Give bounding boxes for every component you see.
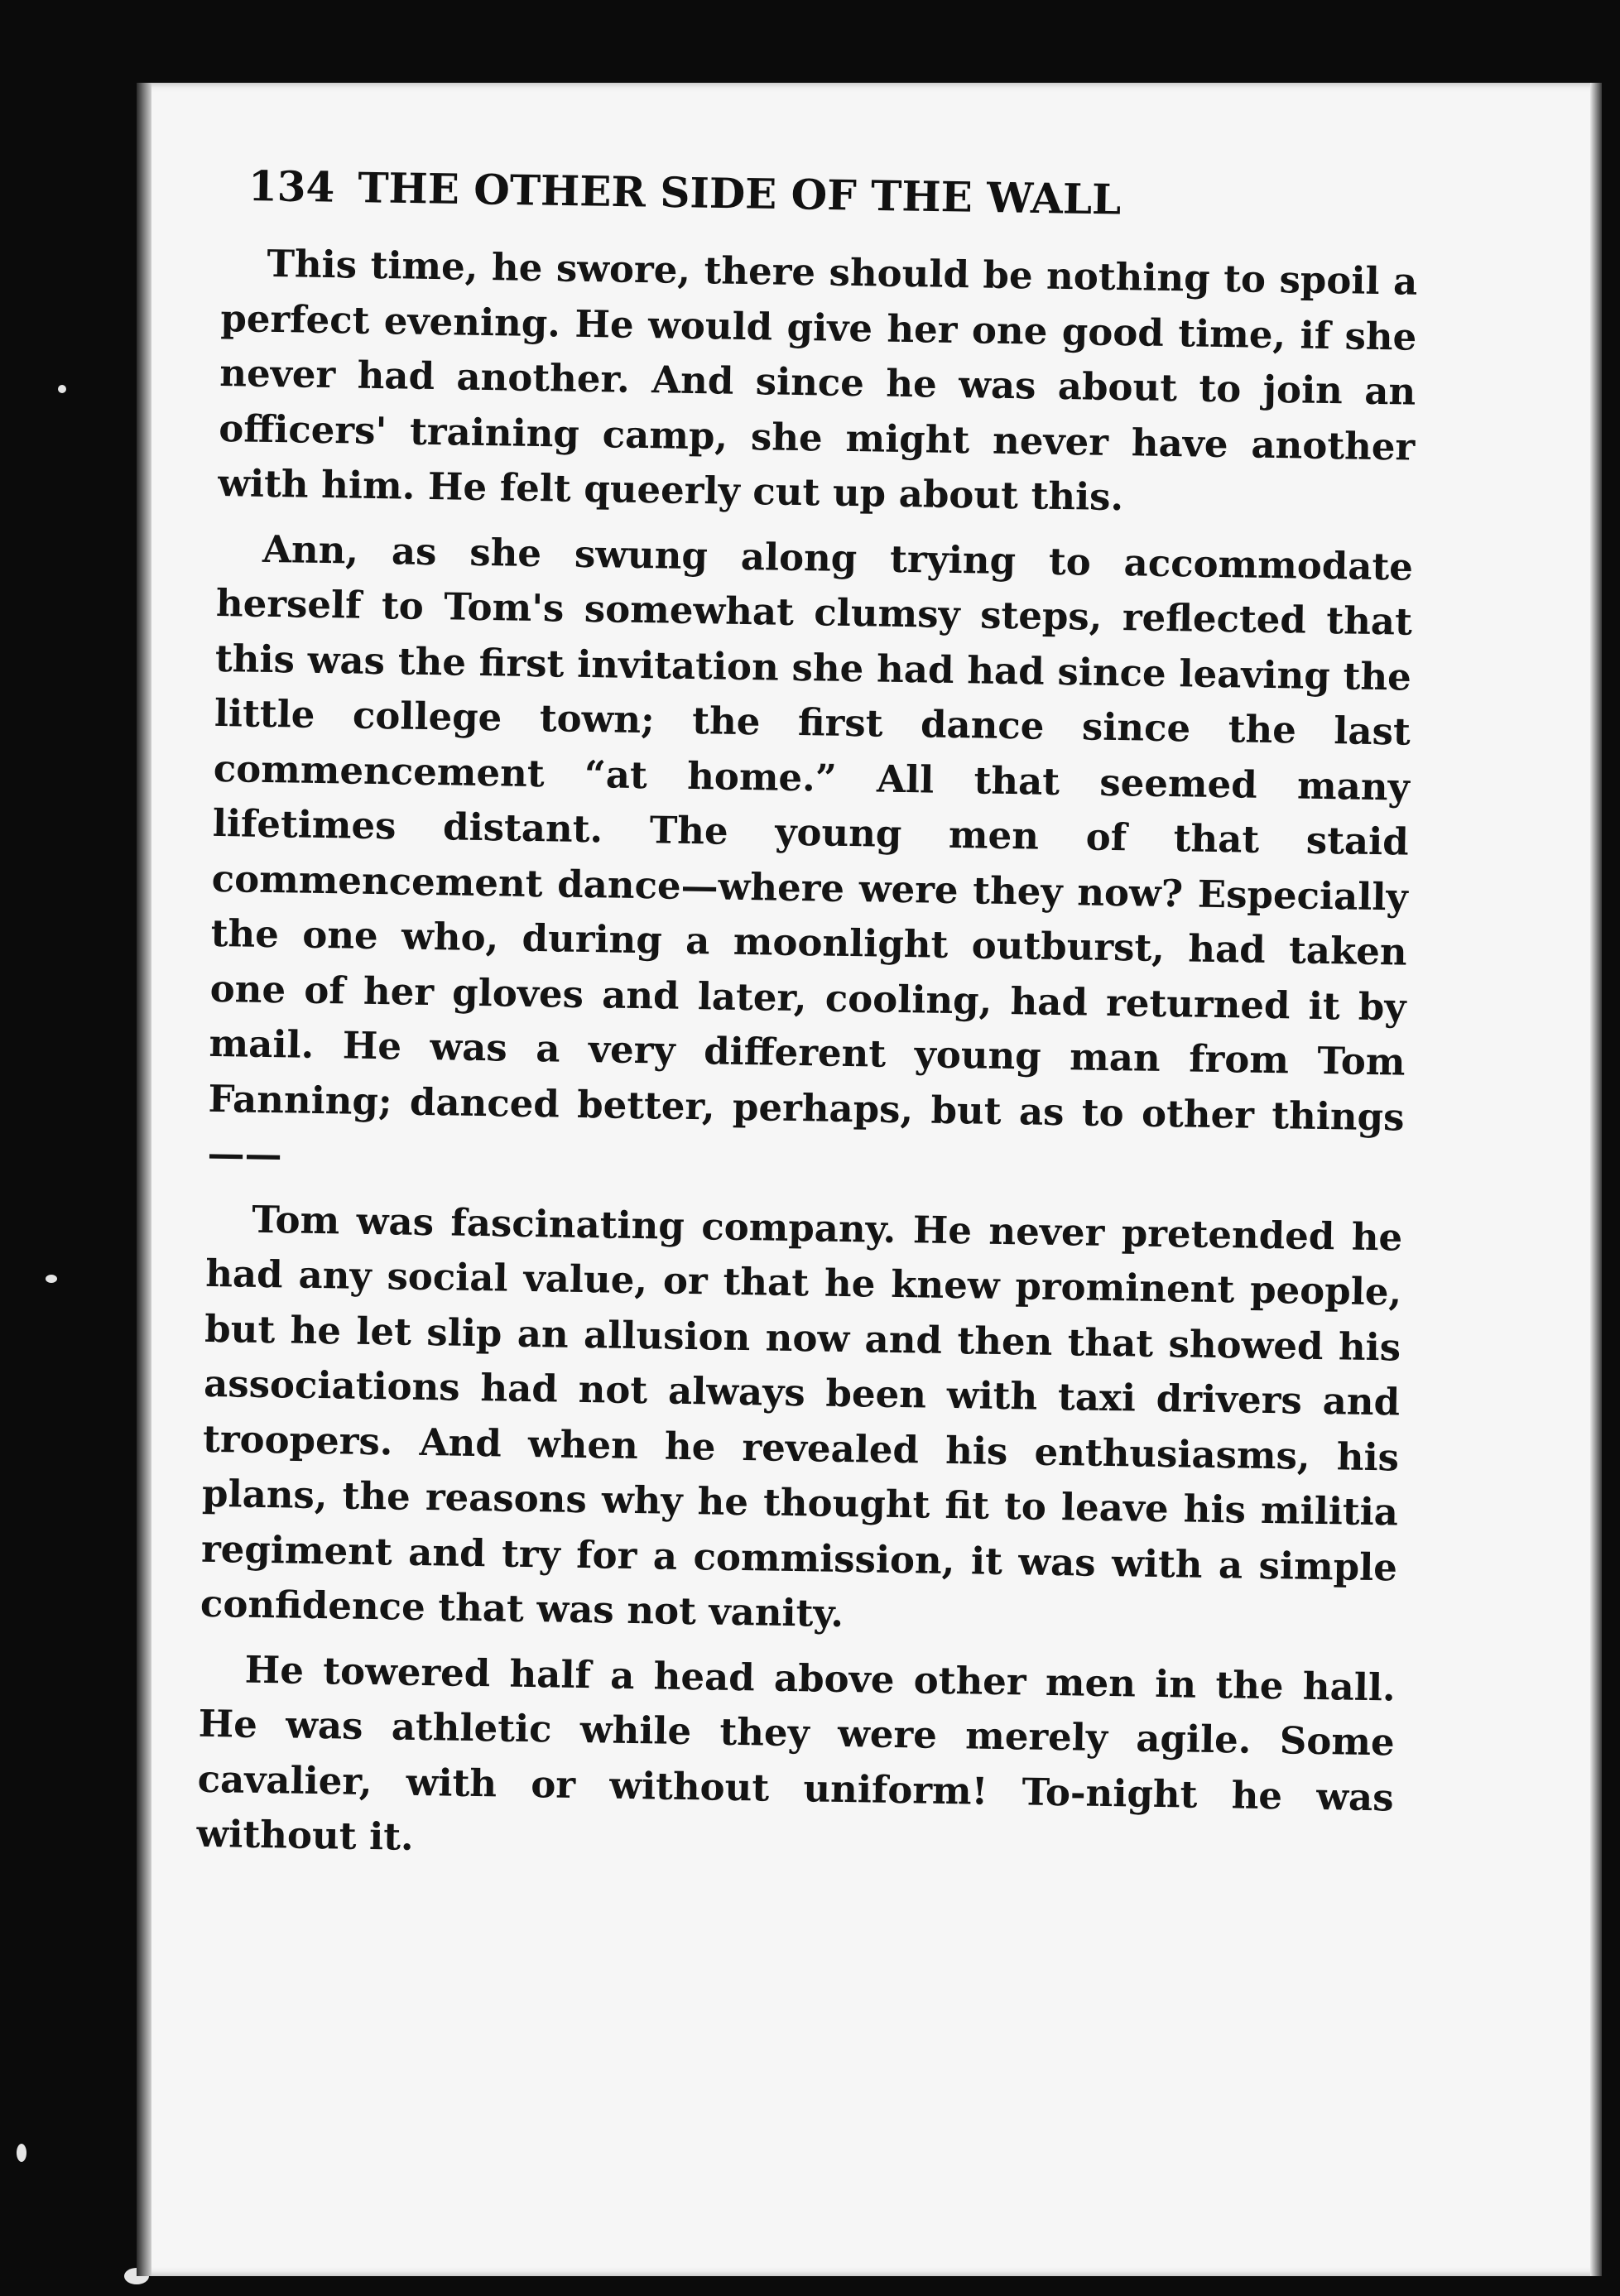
body-text (196, 236, 1418, 1881)
scan-speck (17, 2144, 26, 2162)
paragraph: Tom was fascinating company. He never pretended he had any social value, or that he knew prominent people, but he let slip an allusion now and then that showed his associations had not always been with taxi drivers and troopers. And when he revealed his enthusiasms, his plans, the reasons why he thought fit to leave his militia regiment and try for a commission, it was with a simple confidence that was not vanity. (199, 1197, 1403, 1636)
paragraph: Ann, as she swung along trying to accommodate herself to Tom's somewhat clumsy steps, reflected that this was the first invitation she had had since leaving the little college town; the first dance since the last commencement “at home.” All that seemed many lifetimes distant. The young men of that staid commencement dance—where were they now? Especially the one who, during a moonlight outburst, had taken one of her gloves and later, cooling, had returned it by mail. He was a very different young man from Tom Fanning; danced better, perhaps, but as to other things—— (207, 526, 1414, 1177)
paragraph: This time, he swore, there should be nothing to spoil a perfect evening. He would give her one good time, if she never had another. And since he was about to join an officers' training camp, she might never have another with him. He felt queerly cut up about this. (217, 241, 1418, 520)
page-number: 134 (248, 161, 335, 212)
paragraph: He towered half a head above other men in the hall. He was athletic while they were merely agile. Some cavalier, with or without uniform! To-night he was without it. (196, 1647, 1396, 1859)
scan-speck (46, 1275, 57, 1283)
running-title: THE OTHER SIDE OF THE WALL (357, 163, 1122, 224)
scan-speck (58, 385, 66, 393)
